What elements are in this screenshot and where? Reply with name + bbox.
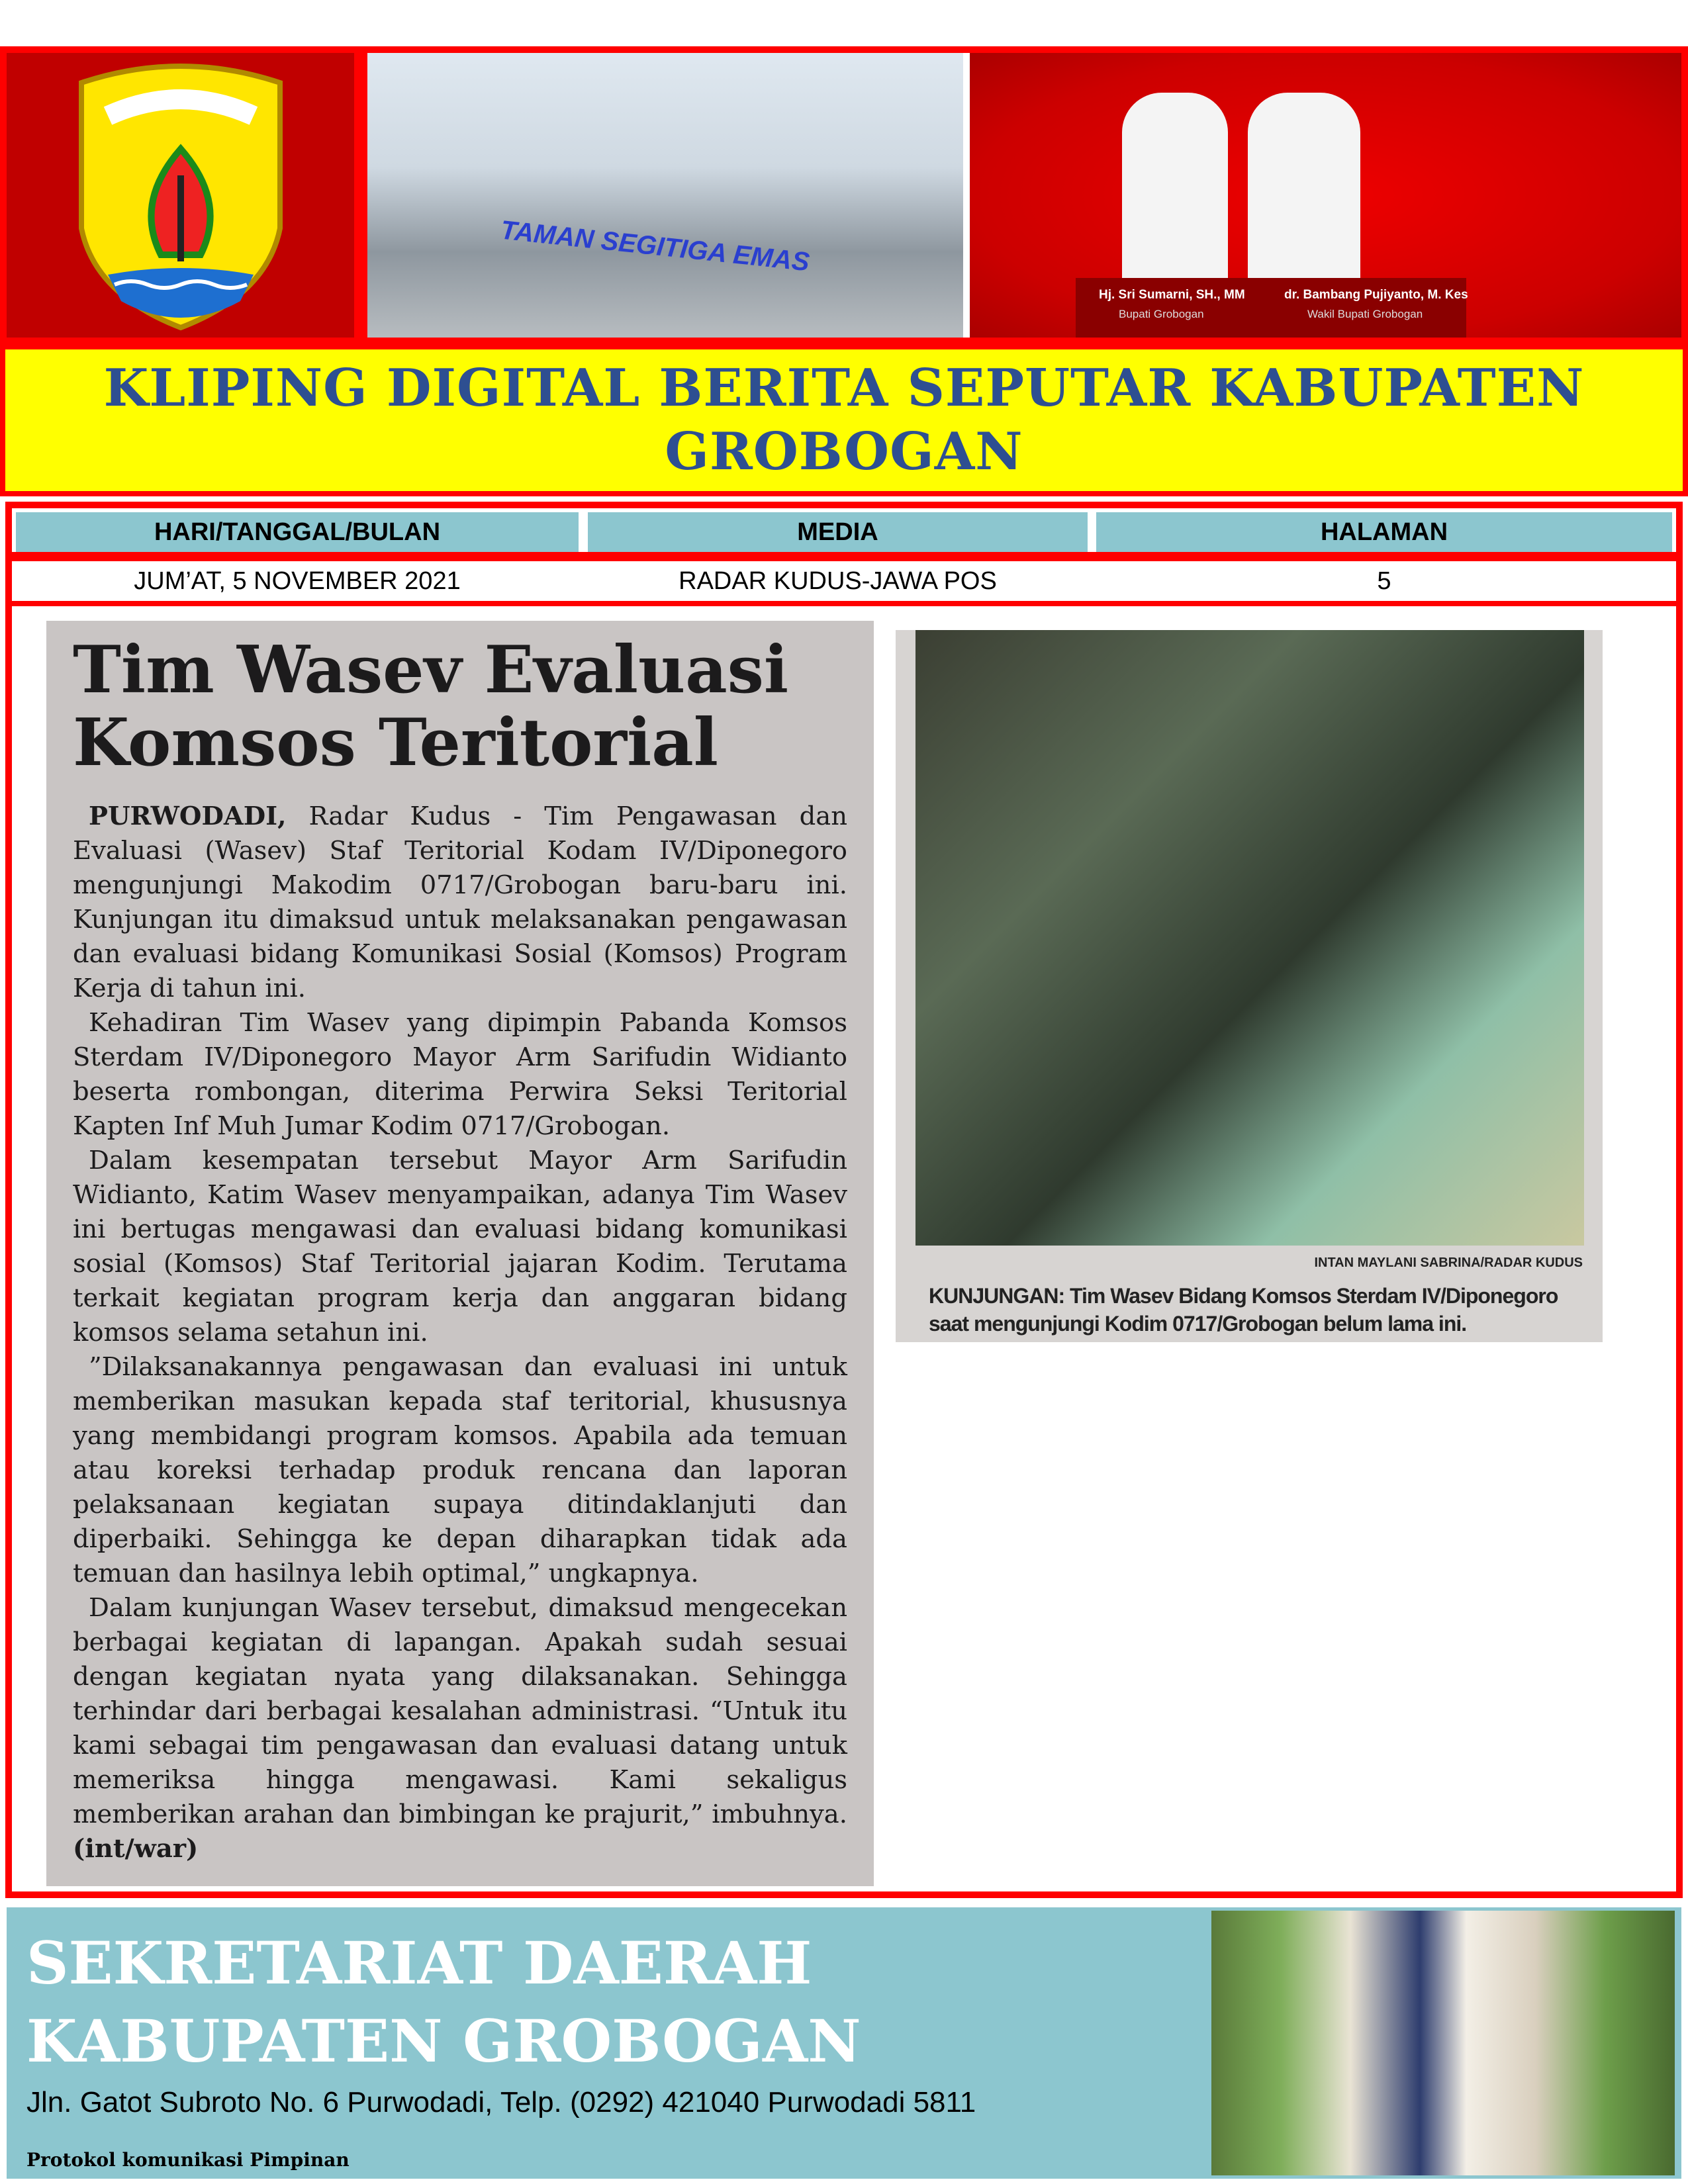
monument-image bbox=[367, 53, 963, 338]
article-headline: Tim Wasev Evaluasi Komsos Teritorial bbox=[73, 632, 789, 781]
title-box bbox=[0, 344, 1688, 496]
official-figure bbox=[1248, 93, 1360, 291]
officials-image bbox=[970, 53, 1681, 338]
article-paragraph: PURWODADI, Radar Kudus - Tim Pengawasan dan Evaluasi (Wasev) Staf Teritorial Kodam IV/Diponegoro mengunjungi Makodim 0717/Grobogan baru-baru ini. Kunjungan itu dimaksud untuk melaksanakan pengawasan dan evaluasi bidang Komunikasi Sosial (Komsos) Program Kerja di tahun ini. bbox=[73, 801, 847, 1003]
date-value: JUM’AT, 5 NOVEMBER 2021 bbox=[16, 561, 579, 601]
official-name: dr. Bambang Pujiyanto, M. Kes bbox=[1284, 288, 1468, 302]
article-paragraph: ”Dilaksanakannya pengawasan dan evaluasi ini untuk memberikan masukan kepada staf teritorial, khususnya yang membidangi program komsos. Apabila ada temuan atau koreksi terhadap produk rencana dan laporan pelaksanaan kegiatan supaya ditindaklanjuti dan diperbaiki. Sehingga ke depan diharapkan tidak ada temuan dan hasilnya lebih optimal,” ungkapnya. bbox=[73, 1352, 847, 1588]
photo-credit: INTAN MAYLANI SABRINA/RADAR KUDUS bbox=[1314, 1255, 1583, 1270]
banner-images bbox=[367, 53, 1681, 338]
page-value: 5 bbox=[1096, 561, 1672, 601]
footer-address: Jln. Gatot Subroto No. 6 Purwodadi, Telp. (0292) 421040 Purwodadi 5811 bbox=[26, 2086, 976, 2118]
article-paragraph: Dalam kesempatan tersebut Mayor Arm Sarifudin Widianto, Katim Wasev menyampaikan, adanya Tim Wasev ini bertugas mengawasi dan evaluasi bidang komunikasi sosial (Komsos) Staf Teritorial jajaran Kodim. Terutama terkait kegiatan program kerja dan anggaran bidang komsos selama setahun ini. bbox=[73, 1146, 847, 1347]
news-photo-clipping bbox=[896, 630, 1603, 1342]
official-role: Wakil Bupati Grobogan bbox=[1307, 308, 1423, 320]
monument-sign: TAMAN SEGITIGA EMAS bbox=[499, 215, 811, 277]
article-paragraph: Kehadiran Tim Wasev yang dipimpin Pabanda Komsos Sterdam IV/Diponegoro Mayor Arm Sarifudin Widianto beserta rombongan, diterima Perwira Seksi Teritorial Kapten Inf Muh Jumar Kodim 0717/Grobogan. bbox=[73, 1008, 847, 1141]
header-media: MEDIA bbox=[588, 512, 1088, 552]
article-paragraph: Dalam kunjungan Wasev tersebut, dimaksud mengecekan berbagai kegiatan di lapangan. Apakah sudah sesuai dengan kegiatan nyata yang dilaksanakan. Sehingga terhindar dari berbagai kesalahan administrasi. “Untuk itu kami sebagai tim pengawasan dan evaluasi datang untuk memeriksa hingga mengawasi. Kami sekaligus memberikan arahan dan bimbingan ke prajurit,” imbuhnya. (int/war) bbox=[73, 1593, 847, 1864]
news-clipping bbox=[46, 621, 874, 1886]
header-date: HARI/TANGGAL/BULAN bbox=[16, 512, 579, 552]
official-name: Hj. Sri Sumarni, SH., MM bbox=[1099, 288, 1245, 302]
page-title: KLIPING DIGITAL BERITA SEPUTAR KABUPATEN GROBOGAN bbox=[103, 358, 1585, 482]
main-section bbox=[5, 502, 1683, 1898]
logo-panel bbox=[7, 53, 354, 338]
header-banner bbox=[0, 46, 1688, 344]
footer-org: SEKRETARIAT DAERAH KABUPATEN GROBOGAN bbox=[26, 1929, 861, 2075]
official-figure bbox=[1122, 93, 1228, 291]
footer bbox=[7, 1907, 1681, 2179]
office-building-image bbox=[1211, 1911, 1675, 2175]
news-photo bbox=[915, 630, 1584, 1246]
header-page: HALAMAN bbox=[1096, 512, 1672, 552]
photo-caption: KUNJUNGAN: Tim Wasev Bidang Komsos Sterdam IV/Diponegoro saat mengunjungi Kodim 0717/Grobogan belum lama ini. bbox=[929, 1284, 1558, 1336]
grobogan-crest-logo bbox=[68, 56, 293, 334]
footer-unit: Protokol komunikasi Pimpinan bbox=[26, 2149, 350, 2171]
official-role: Bupati Grobogan bbox=[1119, 308, 1204, 320]
media-value: RADAR KUDUS-JAWA POS bbox=[588, 561, 1088, 601]
article-dateline: PURWODADI, bbox=[89, 801, 287, 831]
article-signoff: (int/war) bbox=[73, 1834, 199, 1864]
